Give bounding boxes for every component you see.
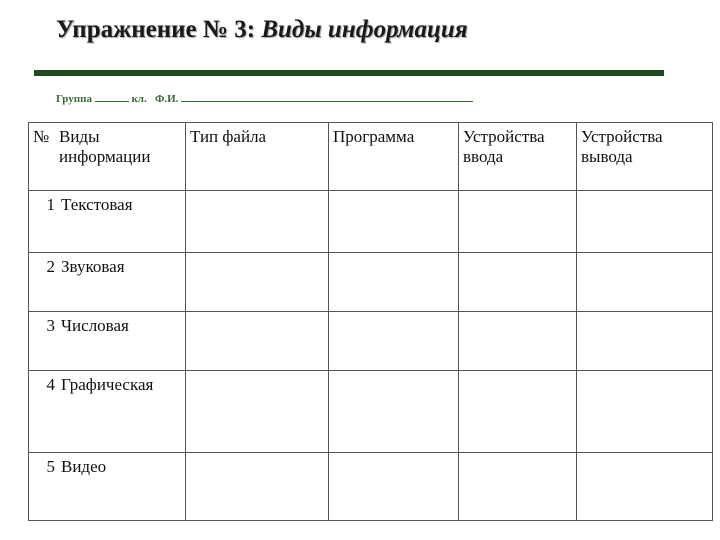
student-info-line [56,90,473,105]
row-type: Графическая [61,375,154,394]
program-cell[interactable] [329,371,459,453]
input-device-cell[interactable] [459,253,577,312]
name-label: Ф.И. [154,93,179,105]
row-type-cell [29,312,186,371]
title-divider [34,70,664,76]
table-row [29,453,713,521]
group-label: Группа [56,93,92,105]
row-number: 5 [46,457,55,476]
output-device-cell[interactable] [577,371,713,453]
row-type-cell [29,253,186,312]
output-device-cell[interactable] [577,253,713,312]
output-device-cell[interactable] [577,453,713,521]
header-input-devices: Устройства ввода [463,127,545,166]
header-file-type-cell [186,123,329,191]
row-type: Числовая [61,316,129,335]
row-number: 2 [46,257,55,276]
input-device-cell[interactable] [459,191,577,253]
file-type-cell[interactable] [186,191,329,253]
header-type: Виды информации [59,127,151,166]
header-program: Программа [333,127,415,146]
row-number: 4 [46,375,55,394]
table-row [29,312,713,371]
table-row [29,371,713,453]
header-output-cell [577,123,713,191]
program-cell[interactable] [329,453,459,521]
header-program-cell [329,123,459,191]
exercise-title [56,16,468,44]
info-types-table [28,122,713,521]
file-type-cell[interactable] [186,312,329,371]
header-type-cell [29,123,186,191]
row-type-cell [29,453,186,521]
header-num: № [33,127,50,146]
program-cell[interactable] [329,191,459,253]
row-type: Звуковая [61,257,125,276]
output-device-cell[interactable] [577,312,713,371]
file-type-cell[interactable] [186,453,329,521]
output-device-cell[interactable] [577,191,713,253]
class-label: кл. [131,93,147,105]
input-device-cell[interactable] [459,453,577,521]
table-row [29,191,713,253]
title-italic: Виды информация [261,16,468,43]
table-row [29,253,713,312]
header-row [29,123,713,191]
row-type: Текстовая [61,195,133,214]
row-type: Видео [61,457,107,476]
program-cell[interactable] [329,312,459,371]
header-output-devices: Устройства вывода [581,127,663,166]
input-device-cell[interactable] [459,312,577,371]
row-type-cell [29,191,186,253]
file-type-cell[interactable] [186,371,329,453]
name-blank[interactable] [181,90,473,102]
row-type-cell [29,371,186,453]
header-file-type: Тип файла [190,127,267,146]
header-input-cell [459,123,577,191]
file-type-cell[interactable] [186,253,329,312]
title-prefix: Упражнение № 3: [56,16,256,43]
program-cell[interactable] [329,253,459,312]
group-blank[interactable] [95,90,129,102]
row-number: 1 [46,195,55,214]
input-device-cell[interactable] [459,371,577,453]
row-number: 3 [46,316,55,335]
